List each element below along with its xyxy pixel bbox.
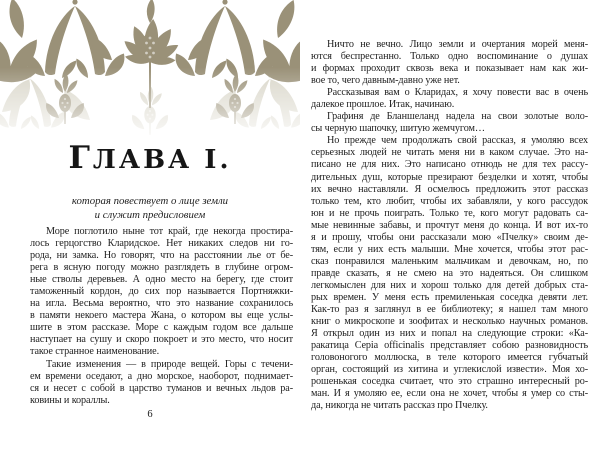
page-number: 6 <box>147 409 153 420</box>
text-line: Графиня де Бланшеланд надела на свои золотые воло- <box>327 111 588 123</box>
text-line: орган, состоящий из хитина и углекислой извести». Моя хо- <box>311 364 588 376</box>
text-line: Ничто не вечно. Лицо земли и очертания морей меня- <box>327 39 588 50</box>
text-line: правде сказать, я не смею на это надеяться. Он слишком <box>311 267 588 279</box>
text-line: лось герцогство Кларидское. Нет никаких следов ни го- <box>30 238 293 250</box>
text-line: писано не для них. Это написано отнюдь не для тех рассу- <box>311 159 588 171</box>
text-line: Море поглотило ныне тот край, где некогда простира- <box>46 226 293 237</box>
text-line: ся и несет с собой в царство туманов и вечных льдов ра- <box>30 382 293 394</box>
text-line: серьезных людей не читать меня ни в каком случае. Это на- <box>311 147 588 159</box>
paragraph <box>311 39 588 87</box>
text-line: дительных душ, которые презирают безделки и хотят, чтобы <box>311 171 588 183</box>
text-line: Рассказывая вам о Кларидах, я хочу повести вас в очень <box>327 87 588 99</box>
paragraph <box>311 135 588 412</box>
right-page-text <box>311 39 588 412</box>
paragraph <box>30 226 293 359</box>
text-line: рода, ни замка. Но говорят, что на расстоянии лье от бе- <box>30 250 293 262</box>
text-line: я и прошу, чтобы они рассказали мою «Пчелку» своим де- <box>311 231 588 243</box>
text-line: легкомыслен для них и хорош только для детей добрых ста- <box>311 279 588 291</box>
text-line: ракатица Cepia officinalis представляет собою разновидность <box>311 340 588 352</box>
subtitle-line: и служит предисловием <box>94 209 206 221</box>
text-line: рошенькая соседка считает, что это страшно интересный ро- <box>311 376 588 388</box>
text-line: Я открыл один из них и попал на следующие строки: «Ка- <box>311 328 588 340</box>
chapter-subtitle <box>0 194 300 222</box>
text-line: головоногого моллюска, в теле которого имеется губчатый <box>311 352 588 364</box>
chapter-title: ГЛАВА I. <box>68 140 232 176</box>
text-line: ные стволы деревьев. А одно место на берегу, где стоит <box>30 274 293 286</box>
text-line: только тем, кто любит, чтобы их забавляли, у кого рассудок <box>311 195 588 207</box>
text-line: рега в ясную погоду можно разглядеть в глубине огром- <box>30 262 293 274</box>
text-line: мые невинные забавы, и прочтут меня до конца. И вот их-то <box>311 219 588 231</box>
text-line: Такие изменения — в природе вещей. Горы с течени- <box>46 358 293 370</box>
text-line: ковины и кораллы. <box>30 394 110 406</box>
paragraph <box>311 111 588 135</box>
text-line: сы черную шапочку, шитую жемчугом… <box>311 123 485 135</box>
text-line: книг о микроскопе и зоофитах и несколько научных романов. <box>311 316 588 328</box>
text-line: юн и не прочь поиграть. Только те, кого могут радовать са- <box>311 207 588 219</box>
text-line: рых времен. У меня есть премиленькая соседка девяти лет. <box>311 291 588 303</box>
text-line: Как-то раз я заглянул в ее библиотеку; я нашел там много <box>311 304 588 316</box>
text-line: шите в этом рассказе. Море с каждым годом все дальше <box>30 322 293 334</box>
text-line: в памяти некоего мастера Жана, о котором вы еще услы- <box>30 310 293 322</box>
text-line: Но прежде чем продолжать свой рассказ, я умоляю всех <box>327 135 588 147</box>
subtitle-line: которая повествует о лице земли <box>71 195 229 207</box>
text-line: такое странное наименование. <box>30 346 160 358</box>
damask-ornament-icon <box>0 0 300 150</box>
text-line: далекое прошлое. Итак, начинаю. <box>311 99 455 111</box>
text-line: да, никогда не читать рассказ про Пчелку. <box>311 400 488 412</box>
text-line: ются беспрестанно. Только одно воспоминание о душах <box>311 51 588 63</box>
left-page-text <box>30 226 293 407</box>
paragraph <box>311 87 588 111</box>
text-line: вое то, чего давным-давно уже нет. <box>311 75 460 87</box>
text-line: ем времени оседают, а дно морское, наоборот, поднимает- <box>30 370 293 382</box>
text-line: и формах проходит сквозь века и показывает нам как жи- <box>311 63 588 75</box>
text-line: их вечно наставляли. Я осмелюсь предложить этот рассказ <box>311 183 588 195</box>
paragraph <box>30 359 293 407</box>
text-line: на игла. Весьма вероятно, что это название сохранилось <box>30 298 293 310</box>
text-line: сказ понравился маленьким мальчикам и девочкам, но, по <box>311 255 588 267</box>
right-page <box>300 0 600 450</box>
text-line: наступает на сушу и скоро покроет и это место, что носит <box>30 334 293 346</box>
text-line: тям, если у них есть малыши. Мне хочется, чтобы этот рас- <box>311 243 588 255</box>
text-line: таможенный кордон, до сих пор называется Портняжки- <box>30 286 293 298</box>
text-line: ман. И я умоляю ее, если она не хочет, чтобы я умер со сты- <box>311 388 588 400</box>
